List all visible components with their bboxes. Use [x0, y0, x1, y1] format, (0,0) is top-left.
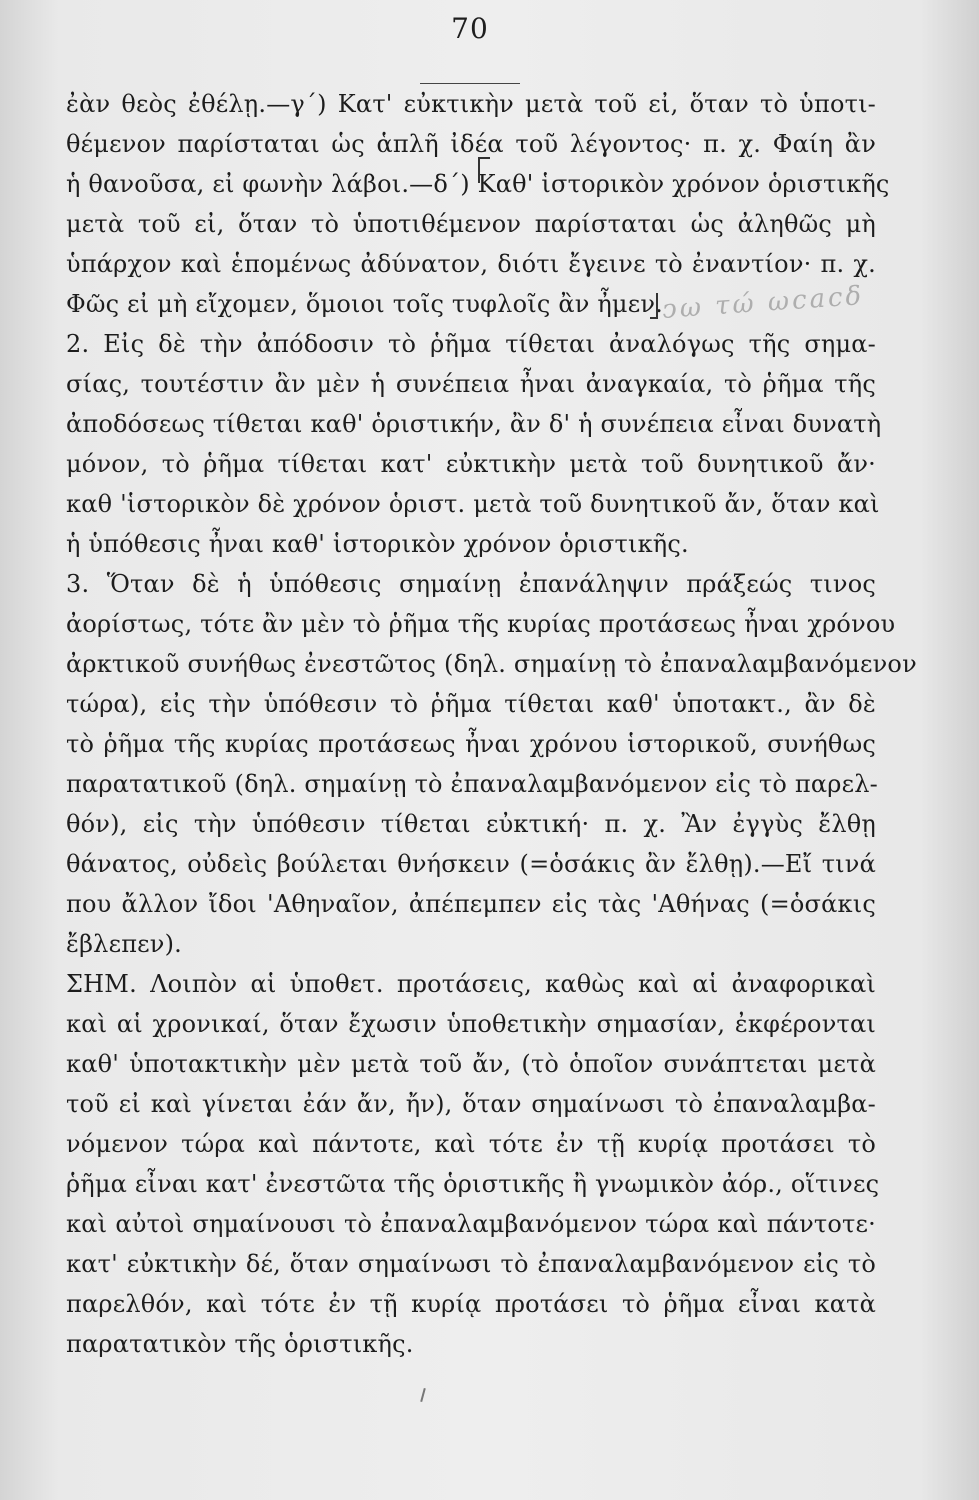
text-line: καὶ αἱ χρονικαί, ὅταν ἔχωσιν ὑποθετικὴν σημασίαν, ἐκφέρονται [66, 1010, 876, 1038]
text-line: τώρα), εἰς τὴν ὑπόθεσιν τὸ ῥῆμα τίθεται καθ' ὑποτακτ., ἂν δὲ [66, 690, 876, 718]
text-line: ἡ ὑπόθεσις ἦναι καθ' ἱστορικὸν χρόνον ὁριστικῆς. [66, 530, 689, 558]
text-line: ἐὰν θεὸς ἐθέλῃ.—γ΄) Κατ' εὐκτικὴν μετὰ τοῦ εἰ, ὅταν τὸ ὑποτι- [66, 90, 876, 118]
text-line: που ἄλλον ἴδοι 'Αθηναῖον, ἀπέπεμπεν εἰς τὰς 'Αθήνας (=ὁσάκις [66, 890, 876, 918]
text-line: παρατατικοῦ (δηλ. σημαίνῃ τὸ ἐπαναλαμβανόμενον εἰς τὸ παρελ- [66, 770, 878, 798]
text-line: ἀορίστως, τότε ἂν μὲν τὸ ῥῆμα τῆς κυρίας προτάσεως ἦναι χρόνου [66, 610, 896, 638]
text-line: παρατατικὸν τῆς ὁριστικῆς. [66, 1330, 414, 1358]
text-line: θέμενον παρίσταται ὡς ἁπλῆ ἰδέα τοῦ λέγοντος· π. χ. Φαίη ἂν [66, 130, 876, 158]
text-line: ἀρκτικοῦ συνήθως ἐνεστῶτος (δηλ. σημαίνῃ τὸ ἐπαναλαμβανόμενον [66, 650, 917, 678]
text-line: σίας, τουτέστιν ἂν μὲν ἡ συνέπεια ἦναι ἀναγκαία, τὸ ῥῆμα τῆς [66, 370, 876, 398]
text-line: τοῦ εἰ καὶ γίνεται ἐάν ἄν, ἤν), ὅταν σημαίνωσι τὸ ἐπαναλαμβα- [66, 1090, 876, 1118]
text-line: θόν), εἰς τὴν ὑπόθεσιν τίθεται εὐκτική· π. χ. Ἂν ἐγγὺς ἔλθῃ [66, 810, 876, 838]
text-line: ἡ θανοῦσα, εἰ φωνὴν λάβοι.—δ΄) Καθ' ἱστορικὸν χρόνον ὁριστικῆς [66, 170, 890, 198]
text-line: καὶ αὐτοὶ σημαίνουσι τὸ ἐπαναλαμβανόμενον τώρα καὶ πάντοτε· [66, 1210, 876, 1238]
text-line: ῥῆμα εἶναι κατ' ἐνεστῶτα τῆς ὁριστικῆς ἢ γνωμικὸν ἀόρ., οἵτινες [66, 1170, 880, 1198]
text-line: καθ' ὑποτακτικὴν μὲν μετὰ τοῦ ἄν, (τὸ ὁποῖον συνάπτεται μετὰ [66, 1050, 876, 1078]
text-line: νόμενον τώρα καὶ πάντοτε, καὶ τότε ἐν τῇ κυρίᾳ προτάσει τὸ [66, 1130, 876, 1158]
margin-bracket-open [478, 157, 490, 183]
body-text [66, 84, 917, 1364]
text-line: ἀποδόσεως τίθεται καθ' ὁριστικήν, ἂν δ' ἡ συνέπεια εἶναι δυνατὴ [66, 410, 882, 438]
handwritten-annotation: ↄω τώ ωcac𝛿 [661, 280, 866, 326]
text-line: τὸ ῥῆμα τῆς κυρίας προτάσεως ἦναι χρόνου ἱστορικοῦ, συνήθως [66, 730, 876, 758]
ink-mark [420, 1388, 426, 1402]
text-line: 2. Εἰς δὲ τὴν ἀπόδοσιν τὸ ῥῆμα τίθεται ἀναλόγως τῆς σημα- [66, 330, 876, 358]
text-line: Φῶς εἰ μὴ εἴχομεν, ὅμοιοι τοῖς τυφλοῖς ἂν ἦμεν. [66, 290, 663, 318]
text-line: κατ' εὐκτικὴν δέ, ὅταν σημαίνωσι τὸ ἐπαναλαμβανόμενον εἰς τὸ [66, 1250, 876, 1278]
text-line: θάνατος, οὐδεὶς βούλεται θνήσκειν (=ὁσάκις ἂν ἔλθῃ).—Εἴ τινά [66, 850, 876, 878]
text-line: μόνον, τὸ ῥῆμα τίθεται κατ' εὐκτικὴν μετὰ τοῦ δυνητικοῦ ἄν· [66, 450, 876, 478]
text-line: ΣΗΜ. Λοιπὸν αἱ ὑποθετ. προτάσεις, καθὼς καὶ αἱ ἀναφορικαὶ [66, 970, 876, 998]
margin-bracket-close [650, 293, 658, 319]
text-line: μετὰ τοῦ εἰ, ὅταν τὸ ὑποτιθέμενον παρίσταται ὡς ἀληθῶς μὴ [66, 210, 876, 238]
text-line: ὑπάρχον καὶ ἑπομένως ἀδύνατον, διότι ἔγεινε τὸ ἐναντίον· π. χ. [66, 250, 876, 278]
text-line: καθ 'ἱστορικὸν δὲ χρόνον ὁριστ. μετὰ τοῦ δυνητικοῦ ἄν, ὅταν καὶ [66, 490, 880, 518]
text-line: 3. Ὅταν δὲ ἡ ὑπόθεσις σημαίνῃ ἐπανάληψιν πράξεώς τινος [66, 570, 876, 598]
text-line: ἔβλεπεν). [66, 930, 182, 958]
text-line: παρελθόν, καὶ τότε ἐν τῇ κυρίᾳ προτάσει τὸ ῥῆμα εἶναι κατὰ [66, 1290, 876, 1318]
page-number: 70 [451, 12, 489, 45]
